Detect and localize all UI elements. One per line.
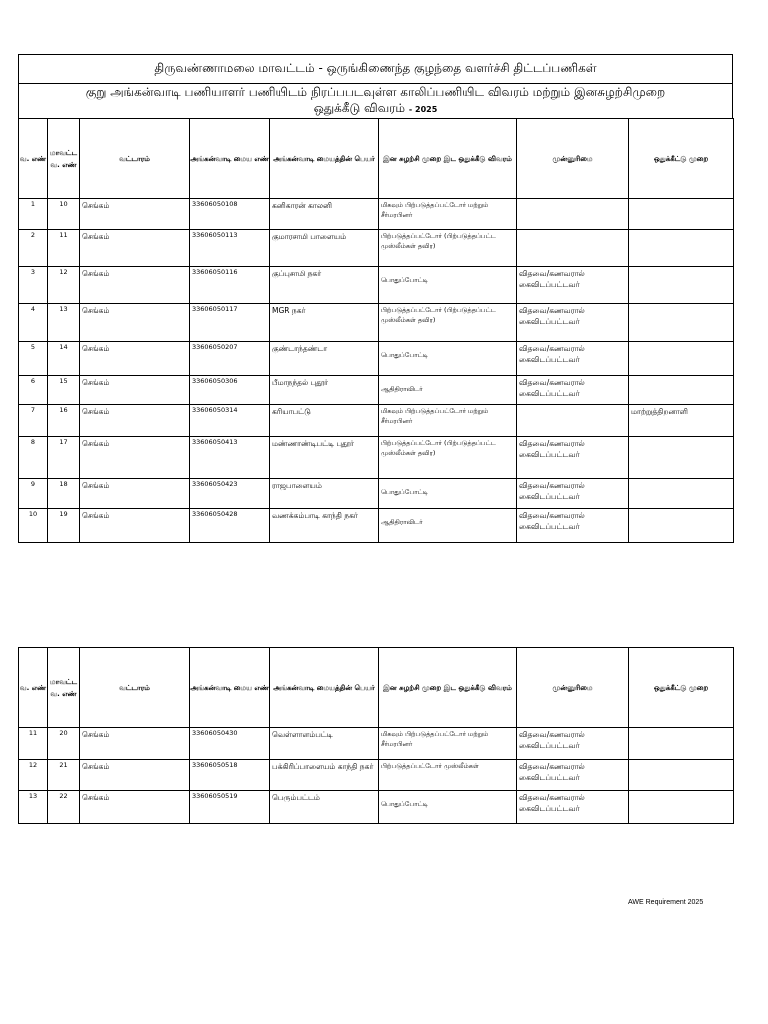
reservation-type-cell <box>629 342 734 376</box>
centre-code-cell: 33606050116 <box>190 267 270 304</box>
rotation-detail-cell: பொதுப்போட்டி <box>379 342 517 376</box>
table-row <box>19 728 734 760</box>
priority-cell: விதவை/கணவரால் கைவிடப்பட்டவர் <box>517 437 629 479</box>
block-name-cell: செங்கம் <box>80 376 190 405</box>
table-row <box>19 230 734 267</box>
col-block: வட்டாரம் <box>80 648 190 728</box>
serial-number-cell: 5 <box>19 342 48 376</box>
serial-number-cell: 8 <box>19 437 48 479</box>
col-rotation: இன சுழற்சி முறை இட ஒதுக்கீடு விவரம் <box>379 648 517 728</box>
priority-cell: விதவை/கணவரால் கைவிடப்பட்டவர் <box>517 479 629 509</box>
serial-number-cell: 13 <box>19 791 48 824</box>
centre-name-cell: கரியாபட்டு <box>270 405 379 437</box>
priority-cell <box>517 405 629 437</box>
centre-name-cell: மண்ணாண்டிபட்டி புதூர் <box>270 437 379 479</box>
priority-cell: விதவை/கணவரால் கைவிடப்பட்டவர் <box>517 509 629 543</box>
centre-code-cell: 33606050519 <box>190 791 270 824</box>
centre-name-cell: கனிகாரன் காலனி <box>270 199 379 230</box>
district-serial-number-cell: 16 <box>48 405 80 437</box>
reservation-type-cell: மாற்றுத்திறனாளி <box>629 405 734 437</box>
table-row <box>19 304 734 342</box>
col-priority: முன்னுரிமை <box>517 119 629 199</box>
centre-name-cell: குப்புசாமி நகர் <box>270 267 379 304</box>
subtitle-tail: ஒதுக்கீடு விவரம் <box>313 101 406 115</box>
col-centre-name: அங்கன்வாடி மையத்தின் பெயர் <box>270 119 379 199</box>
centre-code-cell: 33606050423 <box>190 479 270 509</box>
col-dist-sno: மாவட்ட வ. எண் <box>48 648 80 728</box>
rotation-detail-cell: பிற்படுத்தப்பட்டோர் முஸ்லீம்கள் <box>379 760 517 791</box>
district-serial-number-cell: 15 <box>48 376 80 405</box>
district-serial-number-cell: 20 <box>48 728 80 760</box>
table-row <box>19 267 734 304</box>
reservation-type-cell <box>629 230 734 267</box>
centre-code-cell: 33606050430 <box>190 728 270 760</box>
table-row <box>19 479 734 509</box>
table-row <box>19 437 734 479</box>
title-block <box>18 54 733 119</box>
centre-name-cell: குமாரசாமி பாளையம் <box>270 230 379 267</box>
serial-number-cell: 10 <box>19 509 48 543</box>
block-name-cell: செங்கம் <box>80 760 190 791</box>
rotation-detail-cell: ஆதிதிராவிடர் <box>379 509 517 543</box>
col-centre-code: அங்கன்வாடி மைய எண் <box>190 648 270 728</box>
district-serial-number-cell: 12 <box>48 267 80 304</box>
document-title: திருவண்ணாமலை மாவட்டம் - ஒருங்கிணைந்த குழந்தை வளர்ச்சி திட்டப்பணிகள் <box>19 55 733 84</box>
priority-cell: விதவை/கணவரால் கைவிடப்பட்டவர் <box>517 304 629 342</box>
block-name-cell: செங்கம் <box>80 791 190 824</box>
centre-code-cell: 33606050117 <box>190 304 270 342</box>
col-reservation: ஒதுக்கீட்டு முறை <box>629 648 734 728</box>
district-serial-number-cell: 17 <box>48 437 80 479</box>
centre-name-cell: ராஜபாளையம் <box>270 479 379 509</box>
block-name-cell: செங்கம் <box>80 509 190 543</box>
subtitle-main: குறு அங்கன்வாடி பணியாளர் பணியிடம் நிரப்பபடவுள்ள காலிப்பணியிட விவரம் மற்றும் இனசுழற்சிமுறை <box>85 85 666 99</box>
col-dist-sno: மாவட்ட வ. எண் <box>48 119 80 199</box>
subtitle-year: - 2025 <box>408 105 438 114</box>
centre-code-cell: 33606050518 <box>190 760 270 791</box>
col-priority: முன்னுரிமை <box>517 648 629 728</box>
rotation-detail-cell: மிகவும் பிற்படுத்தப்பட்டோர் மற்றும் சீர்மரபினர் <box>379 405 517 437</box>
rotation-detail-cell: பிற்படுத்தப்பட்டோர் (பிற்படுத்தப்பட்ட முஸ்லீம்கள் தவிர) <box>379 437 517 479</box>
priority-cell: விதவை/கணவரால் கைவிடப்பட்டவர் <box>517 342 629 376</box>
district-serial-number-cell: 21 <box>48 760 80 791</box>
col-centre-name: அங்கன்வாடி மையத்தின் பெயர் <box>270 648 379 728</box>
col-sno: வ. எண் <box>19 119 48 199</box>
serial-number-cell: 6 <box>19 376 48 405</box>
district-serial-number-cell: 22 <box>48 791 80 824</box>
priority-cell: விதவை/கணவரால் கைவிடப்பட்டவர் <box>517 728 629 760</box>
centre-name-cell: MGR நகர் <box>270 304 379 342</box>
priority-cell: விதவை/கணவரால் கைவிடப்பட்டவர் <box>517 791 629 824</box>
block-name-cell: செங்கம் <box>80 267 190 304</box>
footer-note: AWE Requirement 2025 <box>628 899 704 906</box>
col-sno: வ. எண் <box>19 648 48 728</box>
vacancy-table-2 <box>18 647 734 824</box>
centre-name-cell: பீமாநந்தல் புதூர் <box>270 376 379 405</box>
block-name-cell: செங்கம் <box>80 230 190 267</box>
serial-number-cell: 3 <box>19 267 48 304</box>
reservation-type-cell <box>629 728 734 760</box>
rotation-detail-cell: பொதுப்போட்டி <box>379 791 517 824</box>
priority-cell: விதவை/கணவரால் கைவிடப்பட்டவர் <box>517 376 629 405</box>
centre-name-cell: பெரும்பட்டம் <box>270 791 379 824</box>
reservation-type-cell <box>629 267 734 304</box>
table-row <box>19 405 734 437</box>
block-name-cell: செங்கம் <box>80 405 190 437</box>
table-row <box>19 342 734 376</box>
district-serial-number-cell: 14 <box>48 342 80 376</box>
district-serial-number-cell: 18 <box>48 479 80 509</box>
serial-number-cell: 7 <box>19 405 48 437</box>
serial-number-cell: 1 <box>19 199 48 230</box>
reservation-type-cell <box>629 376 734 405</box>
priority-cell: விதவை/கணவரால் கைவிடப்பட்டவர் <box>517 760 629 791</box>
rotation-detail-cell: மிகவும் பிற்படுத்தப்பட்டோர் மற்றும் சீர்மரபினர் <box>379 728 517 760</box>
rotation-detail-cell: ஆதிதிராவிடர் <box>379 376 517 405</box>
serial-number-cell: 11 <box>19 728 48 760</box>
header-row <box>19 119 734 199</box>
reservation-type-cell <box>629 437 734 479</box>
block-name-cell: செங்கம் <box>80 728 190 760</box>
centre-code-cell: 33606050113 <box>190 230 270 267</box>
table-row <box>19 791 734 824</box>
district-serial-number-cell: 19 <box>48 509 80 543</box>
centre-name-cell: குண்டாந்தண்டா <box>270 342 379 376</box>
rotation-detail-cell: பொதுப்போட்டி <box>379 267 517 304</box>
rotation-detail-cell: பிற்படுத்தப்பட்டோர் (பிற்படுத்தப்பட்ட முஸ்லீம்கள் தவிர) <box>379 304 517 342</box>
document-subtitle <box>19 84 733 119</box>
district-serial-number-cell: 13 <box>48 304 80 342</box>
block-name-cell: செங்கம் <box>80 199 190 230</box>
table-row <box>19 376 734 405</box>
vacancy-table-1 <box>18 118 734 543</box>
reservation-type-cell <box>629 304 734 342</box>
serial-number-cell: 2 <box>19 230 48 267</box>
reservation-type-cell <box>629 760 734 791</box>
col-rotation: இன சுழற்சி முறை இட ஒதுக்கீடு விவரம் <box>379 119 517 199</box>
rotation-detail-cell: மிகவும் பிற்படுத்தப்பட்டோர் மற்றும் சீர்மரபினர் <box>379 199 517 230</box>
block-name-cell: செங்கம் <box>80 437 190 479</box>
table-row <box>19 509 734 543</box>
reservation-type-cell <box>629 479 734 509</box>
serial-number-cell: 4 <box>19 304 48 342</box>
serial-number-cell: 12 <box>19 760 48 791</box>
rotation-detail-cell: பொதுப்போட்டி <box>379 479 517 509</box>
priority-cell <box>517 199 629 230</box>
centre-code-cell: 33606050314 <box>190 405 270 437</box>
header-row <box>19 648 734 728</box>
block-name-cell: செங்கம் <box>80 304 190 342</box>
reservation-type-cell <box>629 509 734 543</box>
district-serial-number-cell: 11 <box>48 230 80 267</box>
rotation-detail-cell: பிற்படுத்தப்பட்டோர் (பிற்படுத்தப்பட்ட முஸ்லீம்கள் தவிர) <box>379 230 517 267</box>
col-centre-code: அங்கன்வாடி மைய எண் <box>190 119 270 199</box>
col-block: வட்டாரம் <box>80 119 190 199</box>
serial-number-cell: 9 <box>19 479 48 509</box>
centre-code-cell: 33606050413 <box>190 437 270 479</box>
centre-code-cell: 33606050108 <box>190 199 270 230</box>
centre-code-cell: 33606050207 <box>190 342 270 376</box>
centre-name-cell: வணக்கம்பாடி காந்தி நகர் <box>270 509 379 543</box>
col-reservation: ஒதுக்கீட்டு முறை <box>629 119 734 199</box>
priority-cell: விதவை/கணவரால் கைவிடப்பட்டவர் <box>517 267 629 304</box>
reservation-type-cell <box>629 791 734 824</box>
reservation-type-cell <box>629 199 734 230</box>
table-row <box>19 760 734 791</box>
centre-name-cell: பக்கிரிப்பாளையம் காந்தி நகர் <box>270 760 379 791</box>
block-name-cell: செங்கம் <box>80 342 190 376</box>
centre-code-cell: 33606050306 <box>190 376 270 405</box>
district-serial-number-cell: 10 <box>48 199 80 230</box>
block-name-cell: செங்கம் <box>80 479 190 509</box>
centre-name-cell: வெள்ளாளம்பட்டி <box>270 728 379 760</box>
priority-cell <box>517 230 629 267</box>
table-row <box>19 199 734 230</box>
centre-code-cell: 33606050428 <box>190 509 270 543</box>
